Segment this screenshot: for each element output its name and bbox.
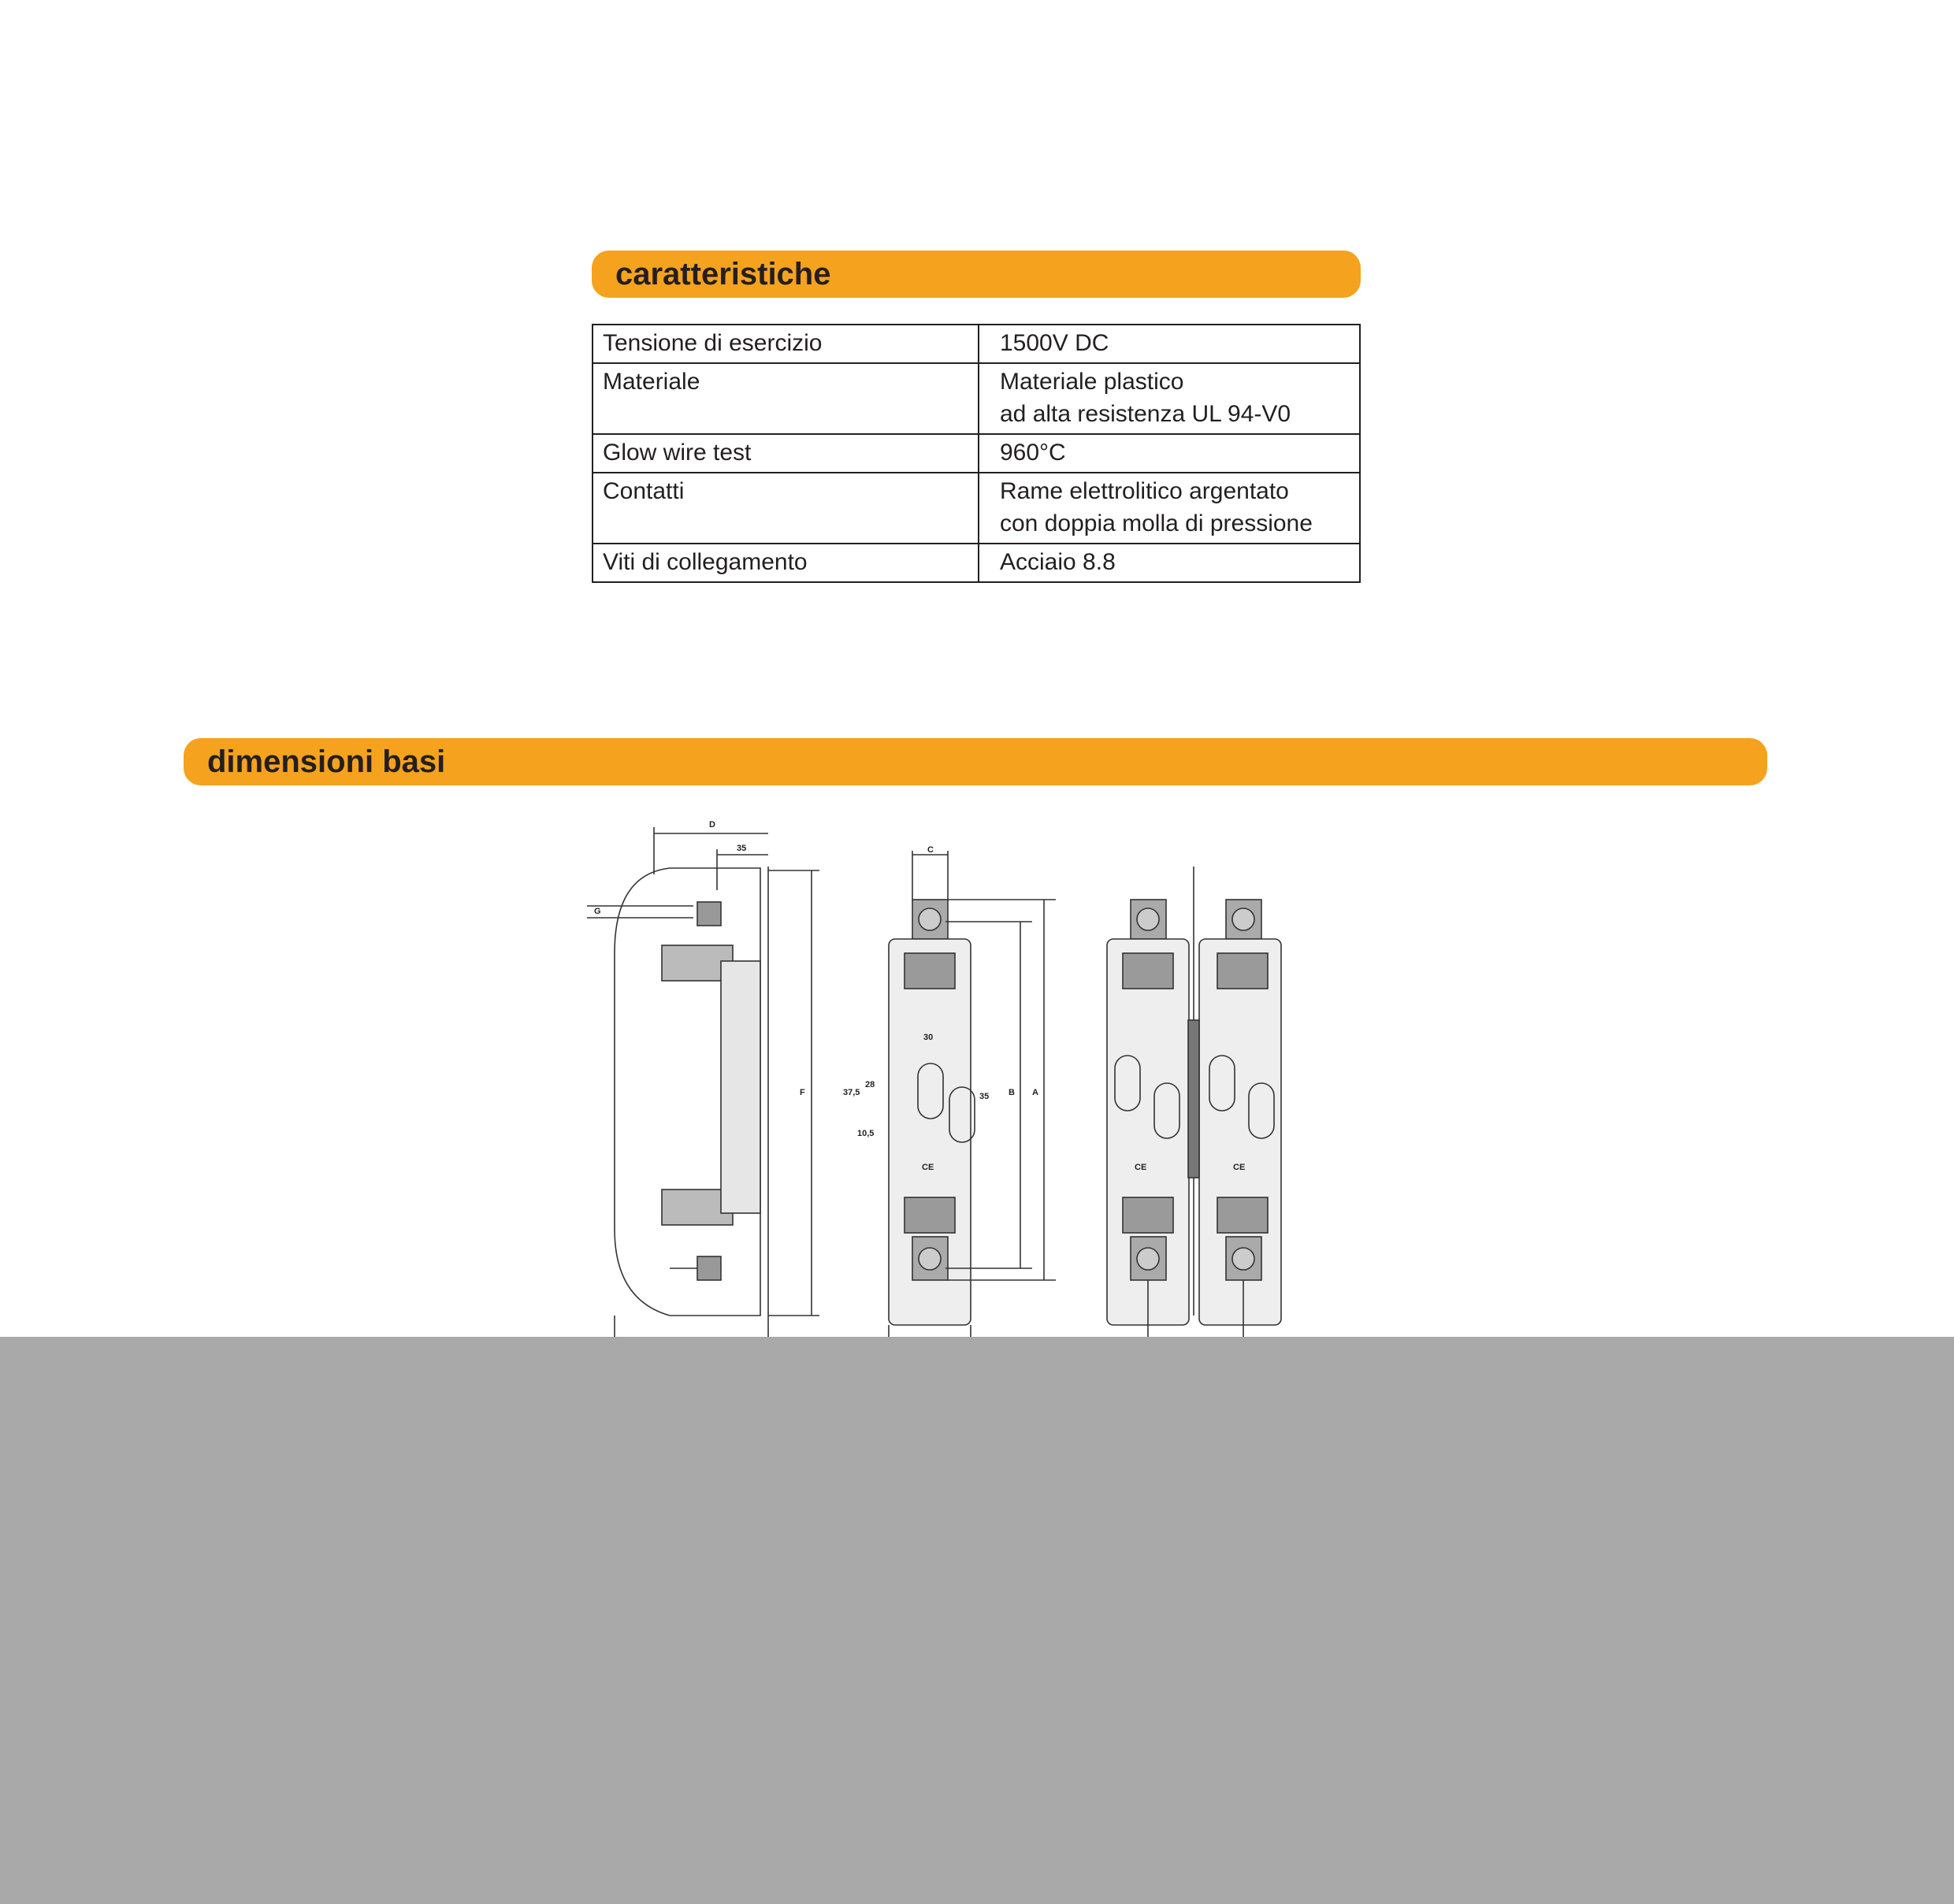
dimension-drawing: [583, 811, 1324, 1339]
dim-label-d: D: [709, 820, 715, 830]
spec-label: Viti di collegamento: [593, 544, 979, 582]
section-header-caratteristiche: [592, 251, 1361, 298]
spec-value: Acciaio 8.8: [979, 544, 1360, 582]
dim-label-37-5: 37,5: [843, 1088, 860, 1097]
table-row: [593, 363, 1360, 434]
table-row: [593, 473, 1360, 544]
dim-label-30: 30: [923, 1033, 934, 1042]
section-header-dimensioni: [184, 738, 1767, 785]
dim-label-a: A: [1032, 1088, 1038, 1097]
section-title: caratteristiche: [615, 257, 831, 291]
dim-label-35: 35: [737, 844, 747, 853]
specifications-table: [592, 324, 1361, 583]
table-row: [593, 544, 1360, 582]
dim-label-g: G: [594, 907, 601, 916]
ce-mark: CE: [922, 1163, 934, 1172]
spec-value: 1500V DC: [979, 325, 1360, 363]
spec-value: Materiale plastico ad alta resistenza UL 94-V0: [979, 363, 1360, 434]
spec-label: Materiale: [593, 363, 979, 434]
table-row: [593, 325, 1360, 363]
dim-label-28: 28: [865, 1080, 875, 1089]
ce-mark: CE: [1233, 1163, 1246, 1172]
dim-label-f: F: [800, 1088, 805, 1097]
table-row: [593, 434, 1360, 473]
section-title: dimensioni basi: [207, 744, 446, 779]
spec-value: Rame elettrolitico argentato con doppia molla di pressione: [979, 473, 1360, 544]
dim-label-10-5: 10,5: [857, 1129, 875, 1138]
dim-label-c: C: [927, 845, 934, 855]
gray-footer-area: [0, 1337, 1954, 1904]
dim-label-35-side: 35: [979, 1092, 990, 1101]
spec-label: Glow wire test: [593, 434, 979, 473]
ce-mark: CE: [1135, 1163, 1147, 1172]
dim-label-b: B: [1009, 1088, 1015, 1097]
spec-label: Contatti: [593, 473, 979, 544]
spec-value: 960°C: [979, 434, 1360, 473]
spec-label: Tensione di esercizio: [593, 325, 979, 363]
